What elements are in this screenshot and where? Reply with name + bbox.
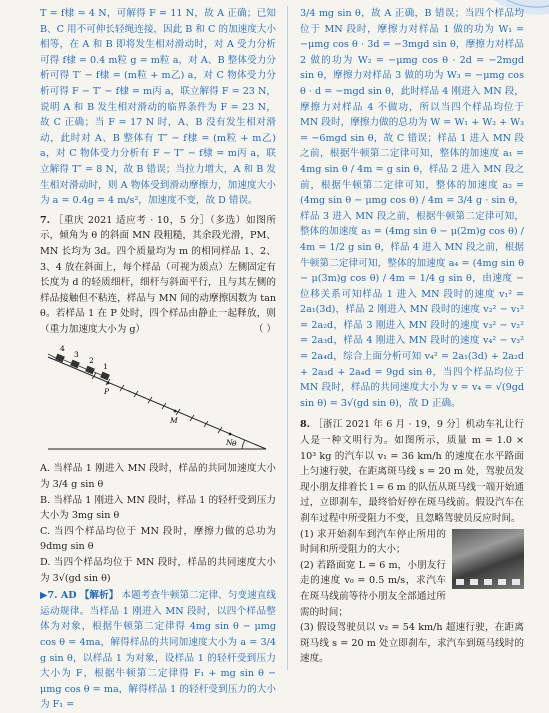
label-point-m: M (170, 416, 178, 426)
left-column (40, 6, 276, 713)
question-8-part-3: (3) 假设驾驶员以 v₂ = 54 km/h 超速行驶，在距离斑马线 s = 20 m 处立即刹车，求汽车到斑马线时的速度。 (300, 622, 524, 665)
incline-figure (40, 339, 276, 457)
question-7 (40, 213, 276, 338)
label-sample-2: 2 (89, 356, 94, 366)
incline-diagram (40, 339, 276, 457)
label-point-p: P (104, 387, 110, 397)
option-c: C. 当四个样品均位于 MN 段时，摩擦力做的总功为 9dmg sin θ (40, 525, 276, 553)
question-7-number: 7. (40, 214, 51, 226)
column-divider (287, 6, 288, 670)
label-angle-theta: θ (232, 439, 237, 449)
answer-7-continuation: 3/4 mg sin θ，故 A 正确，B 错误；当四个样品均位于 MN 段时，摩擦力对样品 1 做的功为 W₁ = −μmg cos θ · 3d = −3mgd sin θ，摩擦力对样品 2 做的功为 W₂ = −μmg cos θ · 2d = −2mgd sin θ，摩擦力对样品 3 做的功为 W₃ = −μmg cos θ · d = −mgd sin θ，此时样品 4 刚进入 MN 段，摩擦力对样品 4 不做功，所以当四个样品均位于 MN 段时，摩擦力做的总功为 W = W₁ + W₂ + W₃ = −6mgd sin θ，故 C 错误；样品 1 进入 MN 段之前，根据牛顿第二定律可知，整体的加速度 a₁ = 4mg sin θ / 4m = g sin θ，样品 2 进入 MN 段之前，根据牛顿第二定律可知，整体的加速度 a₂ = (4mg sin θ − μmg cos θ) / 4m = 3/4 g · sin θ，样品 3 进入 MN 段之前，根据牛顿第二定律可知，整体的加速度 a₃ = (4mg sin θ − μ(2m)g cos θ) / 4m = 1/2 g sin θ，样品 4 进入 MN 段之前，根据牛顿第二定律可知，整体的加速度 a₄ = (4mg sin θ − μ(3m)g cos θ) / 4m = 1/4 g sin θ，由速度 − 位移关系可知样品 1 进入 MN 段时的速度 v₁² = 2a₁(3d)，样品 2 刚进入 MN 段时的速度 v₂² − v₁² = 2a₂d，样品 3 刚进入 MN 段时的速度 v₃² − v₂² = 2a₃d，样品 4 刚进入 MN 段时的速度 v₄² − v₃² = 2a₄d，综合上面分析可知 v₄² = 2a₁(3d) + 2a₂d + 2a₃d + 2a₄d = 9gd sin θ，当四个样品均位于 MN 段时，样品的共同速度大小为 v = v₄ = √(9gd sin θ) = 3√(gd sin θ)，故 D 正确。 (300, 8, 524, 409)
answer-7-mark: ▶7. AD (40, 590, 77, 602)
option-b: B. 当样品 1 刚进入 MN 段时，样品 1 的轻杆受到压力大小为 3mg sin θ (40, 494, 276, 522)
question-8-stem: ［浙江 2021 年 6 月 · 19，9 分］机动车礼让行人是一种文明行为。如图所示，质量 m = 1.0 × 10³ kg 的汽车以 v₁ = 36 km/h 的速度在水平路面上匀速行驶，在距离斑马线 s = 20 m 处，驾驶员发现小朋友排着长 l = 6 m 的队伍从斑马线一端开始通过，立即刹车，最终恰好停在斑马线前。假设汽车在刹车过程中所受阻力不变，且忽略驾驶员反应时间。 (300, 419, 524, 524)
label-sample-1: 1 (103, 362, 108, 372)
label-point-n: N (226, 438, 233, 448)
answer-7-text: 本题考查牛顿第二定律、匀变速直线运动规律。当样品 1 刚进入 MN 段时，以四个样品整体为对象，根据牛顿第二定律得 4mg sin θ − μmg cos θ = 4ma，解得样品的共同加速度大小为 a = 3/4 g sin θ，以样品 1 为对象，设样品 1 的轻杆受到压力大小为 F，根据牛顿第二定律得 F₁ + mg sin θ − μmg cos θ = ma，解得样品 1 的轻杆受到压力的大小为 F₁ = (40, 590, 277, 711)
question-7-answer-paren: （ ） (253, 323, 276, 335)
answer-7 (40, 588, 276, 713)
option-d: D. 当四个样品均位于 MN 段时，样品的共同速度大小为 3√(gd sin θ) (40, 557, 276, 584)
crosswalk-photo (452, 529, 524, 589)
question-8 (300, 417, 524, 526)
option-a: A. 当样品 1 刚进入 MN 段时，样品的共同加速度大小为 3/4 g sin θ (40, 463, 276, 491)
previous-solution-continuation: T = f棣 = 4 N，可解得 F = 11 N，故 A 正确；已知 B、C 用不可伸长轻绳连接，因此 B 和 C 的加速度大小相等，在 A 和 B 即将发生相对滑动时，对 A 受力分析可得 f棣 = 0.4 m粒 g = m粒 a，对 A、B 整体受力分析可得 T′ − f棣 = (m粒 + m乙) a，对 C 物体受力分析可得 F − T′ − f棣 = m丙 a，联立解得 F = 23 N，说明 A 和 B 发生相对滑动的临界条件为 F = 23 N，故 C 正确；当 F = 17 N 时，A、B 没有发生相对滑动，此时对 A、B 整体有 T″ − f棣 = (m粒 + m乙) a，对 C 物体受力分析有 F − T″ − f棣 = m丙 a，联立解得 T″ = 8 N，故 B 错误；当拉力增大，A 和 B 发生相对滑动时，则 A 物体受到滑动摩擦力，加速度大小为 a = 0.4g = 4 m/s²，加速度不变，故 D 错误。 (40, 8, 276, 207)
label-sample-3: 3 (74, 350, 79, 360)
question-8-part-1: (1) 求开始刹车到汽车停止所用的时间和所受阻力的大小； (300, 528, 446, 556)
right-column (300, 6, 524, 667)
question-7-stem: ［重庆 2021 适应考 · 10，5 分］（多选）如图所示，倾角为 θ 的斜面 MN 段粗糙，其余段光滑，PM、MN 长均为 3d。四个质量均为 m 的相同样品 1、2、3、4 放在斜面上，每个样品（可视为质点）左侧固定有长度为 d 的轻质细杆，细杆与斜面平行，且与其左侧的样品接触但不粘连，样品与 MN 间的动摩擦因数为 tan θ。若样品 1 在 P 处时，四个样品由静止一起释放，则（重力加速度大小为 g） (40, 214, 276, 335)
answer-7-label: 【解析】 (79, 590, 119, 602)
question-8-part-2: (2) 若路面宽 L = 6 m，小朋友行走的速度 v₀ = 0.5 m/s，求汽车在斑马线前等待小朋友全部通过所需的时间； (300, 559, 446, 618)
label-sample-4: 4 (60, 344, 65, 354)
question-8-number: 8. (300, 419, 311, 431)
